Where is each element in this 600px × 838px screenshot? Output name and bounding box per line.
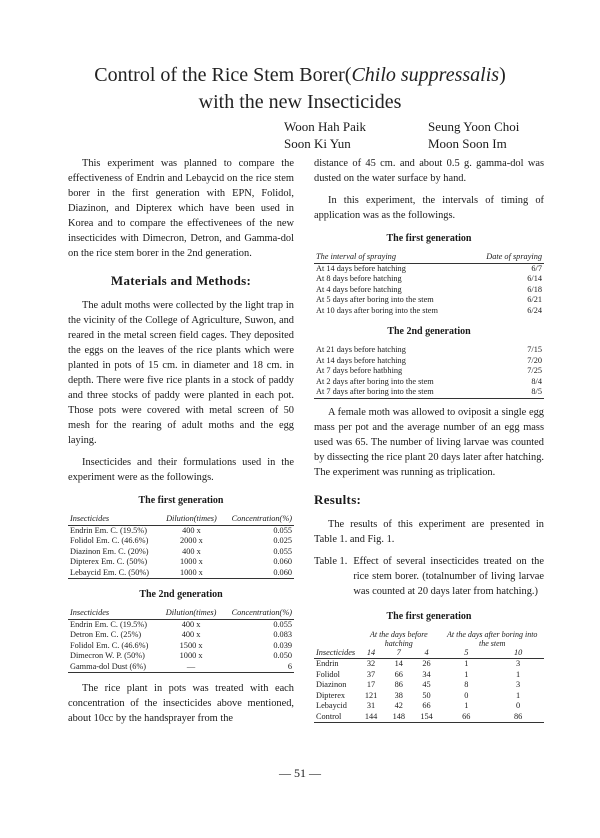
section-heading-results: Results: — [314, 491, 362, 507]
continued-paragraph: distance of 45 cm. and about 0.5 g. gamma-dol was dusted on the water surface by hand. — [314, 158, 544, 184]
column-group-header: At the days before hatching — [369, 629, 428, 648]
author-name: Woon Hah Paik — [284, 119, 366, 134]
table-row: Folidol 37 66 34 1 1 — [316, 669, 521, 679]
methods-paragraph: The adult moths were collected by the light trap in the vicinity of the College of Agriculture, Suwon, and reared in the metal screen field cages. They deposited the eggs on the leaves of the rice plants which were planted in pots of 15 cm. in diameter and 18 cm. in depth. There were five rice plants in a stock of paddy and three stocks of paddy were planted in each pot. Those pots were covered with metal screen of 50 mesh for the rearing of adult moths and the egg laying. — [68, 300, 294, 446]
table-row: Dipterex 121 38 50 0 1 — [316, 690, 521, 700]
column-header: Insecticides — [316, 647, 356, 657]
author-name: Moon Soon Im — [428, 136, 507, 151]
column-header: Dilution(times) — [160, 608, 221, 619]
author-name: Seung Yoon Choi — [428, 119, 520, 134]
left-column — [68, 156, 294, 733]
table-row: At 8 days before hatching 6/14 — [316, 274, 542, 283]
table-title-gen2: The 2nd generation — [139, 589, 223, 600]
spray-table-gen1 — [314, 252, 544, 316]
column-header: Concentration(%) — [222, 514, 294, 525]
table-row: Folidol Em. C. (46.6%) 2000 x 0.025 — [70, 536, 292, 545]
table-title-gen1: The first generation — [386, 233, 472, 244]
results-paragraph: The results of this experiment are presented in Table 1. and Fig. 1. — [314, 518, 544, 545]
author-name: Soon Ki Yun — [284, 136, 351, 151]
column-group-header: At the days after boring into the stem — [446, 629, 538, 648]
column-header: Insecticides — [68, 608, 160, 619]
table-row: At 4 days before hatching 6/18 — [316, 284, 542, 294]
table-row: Detron Em. C. (25%) 400 x 0.083 — [70, 630, 292, 639]
table-row: At 2 days after boring into the stem 8/4 — [316, 376, 542, 386]
table-row: Endrin Em. C. (19.5%) 400 x 0.055 — [70, 525, 292, 535]
table-row: Endrin Em. C. (19.5%) 400 x 0.055 — [70, 619, 292, 629]
table-row: Diazinon 17 86 45 8 3 — [316, 680, 521, 689]
paper-title — [40, 62, 560, 116]
section-heading-methods: Materials and Methods: — [110, 273, 252, 288]
table-1-label: Table 1. — [314, 555, 348, 567]
table-row: Dimecron W. P. (50%) 1000 x 0.050 — [70, 651, 292, 660]
column-header: Dilution(times) — [161, 514, 222, 525]
column-header: 4 — [413, 648, 441, 659]
title-line-1: Control of the Rice Stem Borer(Chilo suppressalis) — [94, 64, 506, 86]
author-block-right — [428, 118, 519, 152]
table-row: At 7 days after boring into the stem 8/5 — [316, 387, 542, 396]
table-row: Dipterex Em. C. (50%) 1000 x 0.060 — [70, 557, 292, 566]
right-column — [314, 156, 544, 723]
table-row: Lebaycid Em. C. (50%) 1000 x 0.060 — [70, 567, 292, 577]
title-line-2: with the new Insecticides — [198, 91, 402, 113]
table-1-caption — [314, 554, 544, 599]
author-block-left — [284, 118, 366, 152]
page-number: — 51 — — [279, 766, 321, 780]
intervals-paragraph: In this experiment, the intervals of timing of application was as the followings. — [314, 195, 544, 221]
column-header: 5 — [440, 648, 492, 659]
table-row: At 10 days after boring into the stem 6/24 — [316, 305, 542, 315]
table-row: Diazinon Em. C. (20%) 400 x 0.055 — [70, 546, 292, 556]
table-1-title: The first generation — [386, 610, 472, 622]
column-header: Date of spraying — [470, 252, 544, 263]
table-title-gen1: The first generation — [138, 495, 224, 506]
table-row: Endrin 32 14 26 1 3 — [316, 659, 521, 668]
table-row: Lebaycid 31 42 66 1 0 — [316, 701, 521, 710]
column-header: Insecticides — [68, 514, 161, 525]
oviposit-paragraph: A female moth was allowed to oviposit a single egg mass per pot and the average number of an egg mass used was 65. The number of living larvae was counted by dissecting the rice plant 20 days later after hatching. The experiment was running as triplication. — [314, 406, 544, 478]
column-header: 10 — [492, 648, 544, 659]
column-header: Concentration(%) — [222, 608, 294, 619]
table-1-caption-text: Effect of several insecticides treated on the rice stem borer. (totalnumber of living larvae was counted at 20 days later from hatching.) — [353, 555, 544, 597]
table-row: At 21 days before hatching 7/15 — [316, 345, 542, 354]
table-row: At 14 days before hatching 6/7 — [316, 263, 542, 273]
insecticide-table-gen1 — [68, 514, 294, 579]
table-row: At 5 days after boring into the stem 6/21 — [316, 295, 542, 304]
results-table-1 — [314, 630, 544, 724]
spray-table-gen2 — [314, 345, 544, 399]
intro-paragraph: This experiment was planned to compare the effectiveness of Endrin and Lebaycid on the rice stem borer in the first generation with EPN, Folidol, Diazinon, and Dipterex which have been used in Korea and to compare the effectivenees of the new insecticides with Dimecron, Detron, and Gamma-dol on the rice stem borer in the 2nd generation. — [68, 158, 294, 259]
species-name: Chilo suppressalis — [351, 64, 500, 86]
column-header: 14 — [357, 648, 385, 659]
table-row: At 7 days before hatbhing 7/25 — [316, 366, 542, 375]
insecticide-table-gen2 — [68, 608, 294, 673]
table-row: Control 144 148 154 66 86 — [314, 712, 544, 723]
column-header: The interval of spraying — [314, 252, 470, 263]
table-row: At 14 days before hatching 7/20 — [316, 355, 542, 365]
closing-paragraph: The rice plant in pots was treated with each concentration of the insecticides above mentioned, about 10cc by the handsprayer from the — [68, 683, 294, 724]
table-row: Gamma-dol Dust (6%) — 6 — [70, 661, 292, 671]
table-title-gen2: The 2nd generation — [387, 326, 471, 337]
methods-paragraph: Insecticides and their formulations used in the experiment were as the followings. — [68, 457, 294, 483]
table-row: Folidol Em. C. (46.6%) 1500 x 0.039 — [70, 640, 292, 650]
column-header: 7 — [385, 648, 413, 659]
